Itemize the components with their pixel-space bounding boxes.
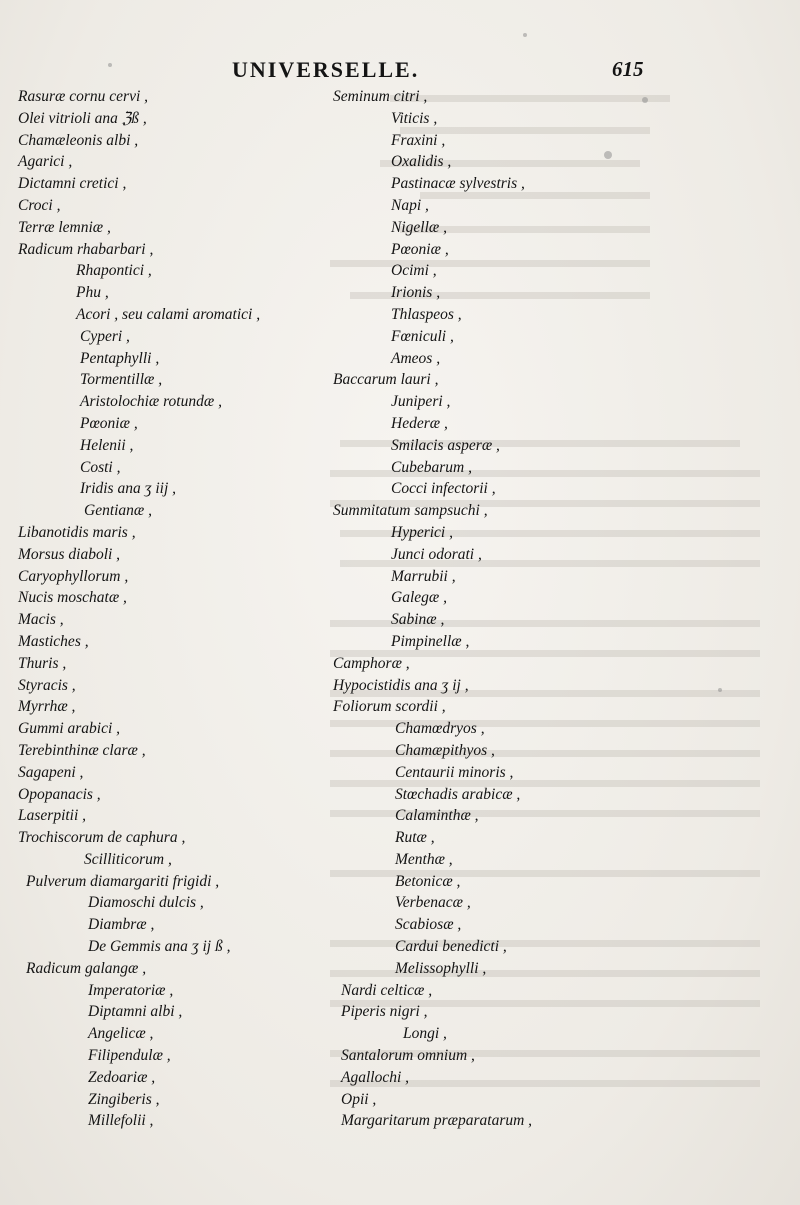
- ingredient-entry: Acori , seu calami aromatici ,: [76, 305, 261, 323]
- ingredient-entry: Opopanacis ,: [18, 785, 101, 803]
- ingredient-entry: Terræ lemniæ ,: [18, 218, 111, 236]
- ingredient-entry: Helenii ,: [80, 436, 134, 454]
- ingredient-entry: Gentianæ ,: [84, 502, 153, 520]
- ingredient-entry: Scabiosæ ,: [395, 916, 462, 934]
- ingredient-entry: Ameos ,: [391, 349, 441, 367]
- ingredient-entry: Foliorum scordii ,: [333, 698, 446, 716]
- ingredient-entry: Hyperici ,: [391, 523, 453, 541]
- ingredient-entry: Nigellæ ,: [391, 218, 447, 236]
- ingredient-entry: Morsus diaboli ,: [18, 545, 121, 563]
- ingredient-entry: Pimpinellæ ,: [391, 632, 470, 650]
- ingredient-entry: Sabinæ ,: [391, 611, 445, 629]
- ingredient-entry: Chamœdryos ,: [395, 720, 485, 738]
- ingredient-entry: Nardi celticæ ,: [341, 981, 433, 999]
- ingredient-entry: Terebinthinæ claræ ,: [18, 741, 146, 759]
- ingredient-entry: Longi ,: [403, 1025, 447, 1043]
- ingredient-entry: Rhapontici ,: [76, 262, 152, 280]
- ingredient-entry: Junci odorati ,: [391, 545, 482, 563]
- ingredient-entry: Centaurii minoris ,: [395, 763, 514, 781]
- right-column: [333, 86, 653, 1132]
- ingredient-entry: Thlaspeos ,: [391, 305, 462, 323]
- ingredient-entry: Cyperi ,: [80, 327, 130, 345]
- ingredient-entry: Imperatoriæ ,: [88, 981, 174, 999]
- ingredient-entry: Nucis moschatæ ,: [18, 589, 127, 607]
- ingredient-entry: Napi ,: [391, 196, 429, 214]
- ingredient-entry: Gummi arabici ,: [18, 720, 121, 738]
- ingredient-entry: Zedoariæ ,: [88, 1068, 156, 1086]
- ingredient-entry: Verbenacæ ,: [395, 894, 471, 912]
- ingredient-entry: Chamæpithyos ,: [395, 741, 495, 759]
- ingredient-entry: Radicum rhabarbari ,: [18, 240, 154, 258]
- ingredient-entry: Angelicæ ,: [88, 1025, 154, 1043]
- ingredient-entry: Styracis ,: [18, 676, 76, 694]
- ingredient-entry: Rasuræ cornu cervi ,: [18, 88, 149, 105]
- ingredient-entry: Filipendulæ ,: [88, 1047, 171, 1065]
- ingredient-entry: Rutæ ,: [395, 829, 435, 847]
- ingredient-entry: Opii ,: [341, 1090, 377, 1108]
- ingredient-entry: Pœoniæ ,: [391, 240, 449, 258]
- ingredient-entry: Radicum galangæ ,: [26, 959, 147, 977]
- ingredient-entry: Cardui benedicti ,: [395, 938, 507, 956]
- ingredient-entry: Libanotidis maris ,: [18, 523, 136, 541]
- ingredient-entry: Galegæ ,: [391, 589, 447, 607]
- ingredient-entry: Aristolochiæ rotundæ ,: [80, 393, 222, 411]
- ingredient-entry: Cocci infectorii ,: [391, 480, 496, 498]
- page-number: 615: [612, 57, 644, 81]
- ingredient-entry: Laserpitii ,: [18, 807, 87, 825]
- ingredient-entry: Diptamni albi ,: [88, 1003, 183, 1021]
- ingredient-entry: Oxalidis ,: [391, 153, 452, 171]
- ingredient-entry: Juniperi ,: [391, 393, 451, 411]
- ingredient-entry: Marrubii ,: [391, 567, 456, 585]
- ingredient-entry: Stœchadis arabicæ ,: [395, 785, 521, 803]
- ingredient-entry: Menthæ ,: [395, 850, 453, 868]
- running-head: UNIVERSELLE.: [232, 57, 420, 82]
- ingredient-entry: Pœoniæ ,: [80, 414, 138, 432]
- ingredient-entry: Diamoschi dulcis ,: [88, 894, 204, 912]
- ingredient-entry: Pentaphylli ,: [80, 349, 160, 367]
- ingredient-entry: Melissophylli ,: [395, 959, 487, 977]
- ingredient-entry: Mastiches ,: [18, 632, 89, 650]
- ingredient-entry: Hypocistidis ana ʒ ij ,: [333, 676, 469, 694]
- ingredient-entry: Dictamni cretici ,: [18, 175, 127, 193]
- ingredient-entry: Thuris ,: [18, 654, 67, 672]
- ingredient-entry: Margaritarum præparatarum ,: [341, 1112, 533, 1130]
- ingredient-entry: Hederæ ,: [391, 414, 448, 432]
- ingredient-entry: Irionis ,: [391, 284, 441, 302]
- ingredient-entry: Smilacis asperæ ,: [391, 436, 500, 454]
- ingredient-entry: Caryophyllorum ,: [18, 567, 129, 585]
- ingredient-entry: Myrrhæ ,: [18, 698, 76, 716]
- ingredient-entry: Betonicæ ,: [395, 872, 461, 890]
- ingredient-entry: Fœniculi ,: [391, 327, 454, 345]
- left-column: [18, 86, 338, 1132]
- ingredient-entry: Summitatum sampsuchi ,: [333, 502, 488, 520]
- ingredient-entry: Diambræ ,: [88, 916, 155, 934]
- ingredient-entry: Ocimi ,: [391, 262, 437, 280]
- ingredient-entry: Viticis ,: [391, 109, 438, 127]
- ingredient-entry: Sagapeni ,: [18, 763, 84, 781]
- ingredient-entry: Olei vitrioli ana ℨß ,: [18, 109, 147, 127]
- ingredient-entry: Trochiscorum de caphura ,: [18, 829, 186, 847]
- ingredient-entry: Phu ,: [76, 284, 109, 302]
- ingredient-entry: Baccarum lauri ,: [333, 371, 439, 389]
- ingredient-entry: Camphoræ ,: [333, 654, 410, 672]
- ingredient-entry: Pulverum diamargariti frigidi ,: [26, 872, 220, 890]
- ingredient-entry: Agallochi ,: [341, 1068, 410, 1086]
- ingredient-entry: Macis ,: [18, 611, 64, 629]
- ingredient-entry: Santalorum omnium ,: [341, 1047, 475, 1065]
- ingredient-entry: De Gemmis ana ʒ ij ß ,: [88, 938, 231, 956]
- ingredient-entry: Seminum citri ,: [333, 88, 428, 105]
- ingredient-entry: Tormentillæ ,: [80, 371, 163, 389]
- ingredient-entry: Chamæleonis albi ,: [18, 131, 139, 149]
- ingredient-entry: Iridis ana ʒ iij ,: [80, 480, 177, 498]
- ingredient-entry: Zingiberis ,: [88, 1090, 160, 1108]
- ingredient-entry: Fraxini ,: [391, 131, 446, 149]
- ingredient-entry: Pastinacæ sylvestris ,: [391, 175, 525, 193]
- ingredient-entry: Croci ,: [18, 196, 61, 214]
- ingredient-entry: Cubebarum ,: [391, 458, 472, 476]
- ingredient-entry: Calaminthæ ,: [395, 807, 479, 825]
- ingredient-entry: Millefolii ,: [88, 1112, 154, 1130]
- ingredient-entry: Costi ,: [80, 458, 121, 476]
- ingredient-entry: Agarici ,: [18, 153, 73, 171]
- ingredient-entry: Scilliticorum ,: [84, 850, 172, 868]
- ingredient-entry: Piperis nigri ,: [341, 1003, 428, 1021]
